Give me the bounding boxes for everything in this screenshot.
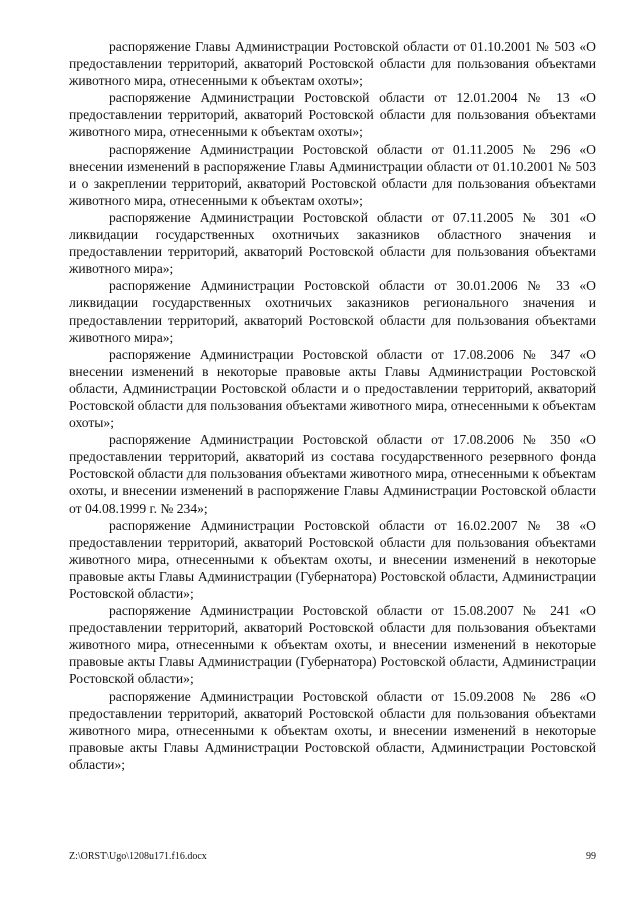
list-item-order-286: распоряжение Администрации Ростовской области от 15.09.2008 № 286 «О предоставлении территорий, акваторий Ростовской области для пользования объектами животного мира, отнесенными к объектам охоты, и внесении изменений в некоторые правовые акты Главы Администрации Ростовской области, Администрации Ростовской области»;: [69, 688, 596, 772]
page-footer: [69, 851, 596, 862]
list-item-order-296: распоряжение Администрации Ростовской области от 01.11.2005 № 296 «О внесении изменений в распоряжение Главы Администрации области от 01.10.2001 № 503 и о закреплении территорий, акваторий Ростовской области для пользования объектами животного мира, отнесенными к объектам охоты»;: [69, 141, 596, 208]
page-number: 99: [586, 851, 596, 862]
list-item-order-33: распоряжение Администрации Ростовской области от 30.01.2006 № 33 «О ликвидации государственных охотничьих заказников регионального значения и предоставлении территорий, акваторий Ростовской области для пользования объектами животного мира»;: [69, 278, 596, 345]
footer-file-path: Z:\ORST\Ugo\1208u171.f16.docx: [69, 851, 207, 862]
list-item-order-350: распоряжение Администрации Ростовской области от 17.08.2006 № 350 «О предоставлении территорий, акваторий из состава государственного резервного фонда Ростовской области для пользования объектами животного мира, отнесенными к объектам охоты, и внесении изменений в распоряжение Главы Администрации Ростовской области от 04.08.1999 г. № 234»;: [69, 432, 596, 516]
list-item-order-13: распоряжение Администрации Ростовской области от 12.01.2004 № 13 «О предоставлении территорий, акваторий Ростовской области для пользования объектами животного мира, отнесенными к объектам охоты»;: [69, 90, 596, 140]
list-item-order-241: распоряжение Администрации Ростовской области от 15.08.2007 № 241 «О предоставлении территорий, акваторий Ростовской области для пользования объектами животного мира, отнесенными к объектам охоты, и внесении изменений в некоторые правовые акты Главы Администрации (Губернатора) Ростовской области, Администрации Ростовской области»;: [69, 603, 596, 687]
list-item-order-503: распоряжение Главы Администрации Ростовской области от 01.10.2001 № 503 «О предоставлении территорий, акваторий Ростовской области для пользования объектами животного мира, отнесенными к объектам охоты»;: [69, 39, 596, 89]
list-item-order-38: распоряжение Администрации Ростовской области от 16.02.2007 № 38 «О предоставлении территорий, акваторий Ростовской области для пользования объектами животного мира, отнесенными к объектам охоты, и внесении изменений в некоторые правовые акты Главы Администрации (Губернатора) Ростовской области, Администрации Ростовской области»;: [69, 517, 596, 601]
document-page: [69, 38, 596, 773]
list-item-order-301: распоряжение Администрации Ростовской области от 07.11.2005 № 301 «О ликвидации государственных охотничьих заказников областного значения и предоставлении территорий, акваторий Ростовской области для пользования объектами животного мира»;: [69, 209, 596, 277]
list-item-order-347: распоряжение Администрации Ростовской области от 17.08.2006 № 347 «О внесении изменений в некоторые правовые акты Главы Администрации Ростовской области, Администрации Ростовской области и о предоставлении территорий, акваторий Ростовской области для пользования объектами животного мира, отнесенными к объектам охоты»;: [69, 346, 596, 431]
